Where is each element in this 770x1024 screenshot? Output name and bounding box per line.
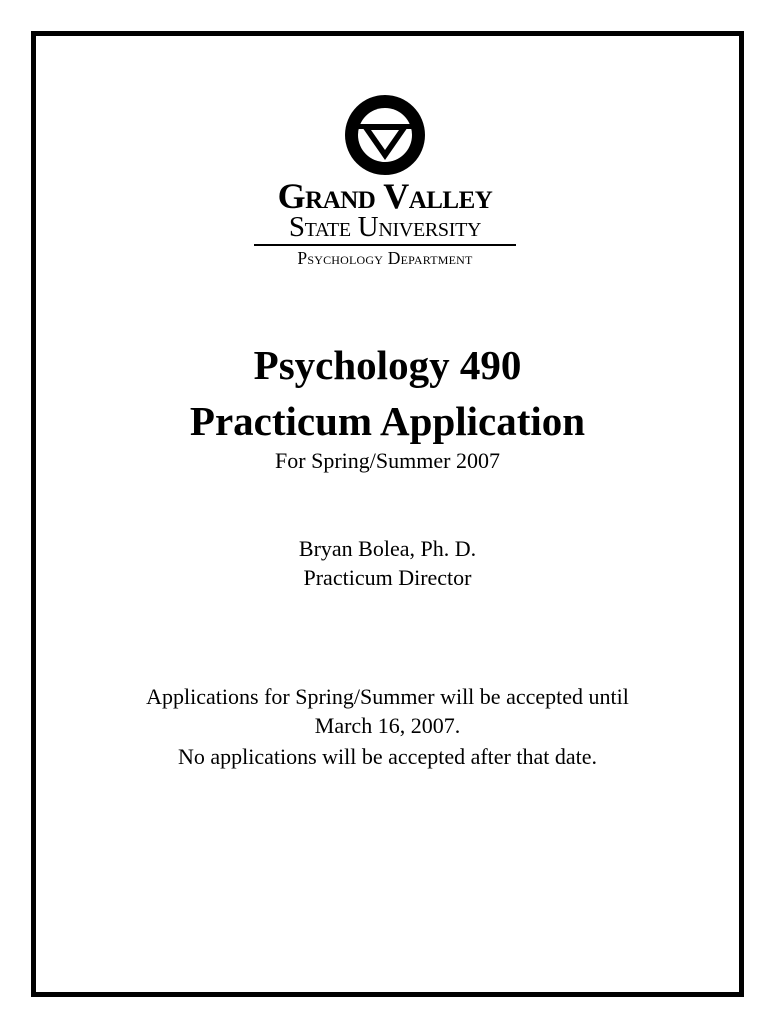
deadline-notice-line3: No applications will be accepted after that date.: [177, 744, 598, 769]
deadline-notice-line1: Applications for Spring/Summer will be accepted until: [146, 684, 629, 709]
document-subtitle: For Spring/Summer 2007: [275, 448, 500, 473]
document-title-line1: Psychology 490: [253, 342, 522, 388]
logo-wordmark-line2: State University: [288, 211, 482, 243]
logo-wordmark-line1: Grand Valley: [277, 176, 493, 216]
deadline-notice-line2: March 16, 2007.: [314, 713, 461, 738]
logo-department: Psychology Department: [297, 248, 473, 268]
document-title-line2: Practicum Application: [189, 398, 586, 444]
gvsu-seal-icon: [344, 94, 426, 176]
director-role: Practicum Director: [303, 565, 472, 590]
director-name: Bryan Bolea, Ph. D.: [298, 536, 477, 561]
logo-divider: [254, 244, 516, 246]
